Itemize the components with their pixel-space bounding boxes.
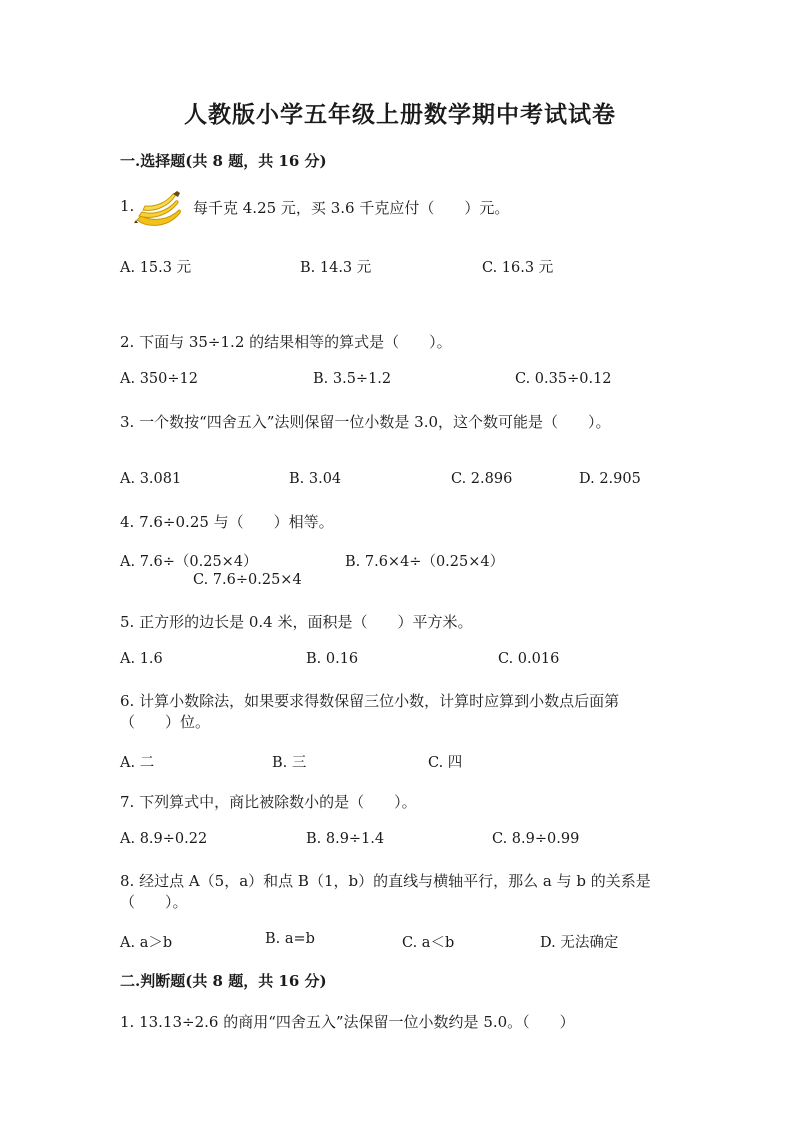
section-heading-judgment: 二.判断题(共 8 题，共 16 分) <box>120 972 327 990</box>
option-a[interactable]: A. 8.9÷0.22 <box>120 831 208 847</box>
question-text: 5. 正方形的边长是 0.4 米，面积是（ ）平方米。 <box>120 613 473 631</box>
option-d[interactable]: D. 2.905 <box>579 471 641 487</box>
section-heading-choice: 一.选择题(共 8 题，共 16 分) <box>120 152 327 170</box>
option-b[interactable]: B. a=b <box>265 931 315 947</box>
option-a[interactable]: A. 二 <box>120 755 155 771</box>
option-c[interactable]: C. 0.35÷0.12 <box>515 371 612 387</box>
option-b[interactable]: B. 3.5÷1.2 <box>313 371 392 387</box>
question-text: 4. 7.6÷0.25 与（ ）相等。 <box>120 513 334 531</box>
option-b[interactable]: B. 三 <box>272 755 307 771</box>
option-b[interactable]: B. 7.6×4÷（0.25×4） <box>345 554 505 570</box>
question-text: 1. 13.13÷2.6 的商用“四舍五入”法保留一位小数约是 5.0。（ ） <box>120 1013 575 1031</box>
option-c[interactable]: C. 7.6÷0.25×4 <box>193 572 302 588</box>
option-a[interactable]: A. 1.6 <box>120 651 163 667</box>
question-text: 每千克 4.25 元，买 3.6 千克应付（ ）元。 <box>193 199 510 217</box>
question-text: 3. 一个数按“四舍五入”法则保留一位小数是 3.0，这个数可能是（ ）。 <box>120 413 611 431</box>
option-b[interactable]: B. 14.3 元 <box>300 260 372 276</box>
option-a[interactable]: A. a＞b <box>120 935 173 951</box>
question-text-continued: （ ）。 <box>120 893 188 911</box>
option-a[interactable]: A. 3.081 <box>120 471 182 487</box>
option-c[interactable]: C. 0.016 <box>498 651 560 667</box>
option-b[interactable]: B. 8.9÷1.4 <box>306 831 385 847</box>
question-text: 6. 计算小数除法，如果要求得数保留三位小数，计算时应算到小数点后面第 <box>120 692 620 710</box>
option-a[interactable]: A. 7.6÷（0.25×4） <box>120 554 258 570</box>
banana-icon <box>133 190 191 232</box>
option-b[interactable]: B. 0.16 <box>306 651 359 667</box>
question-text: 7. 下列算式中，商比被除数小的是（ ）。 <box>120 793 417 811</box>
option-b[interactable]: B. 3.04 <box>289 471 342 487</box>
question-text-continued: （ ）位。 <box>120 713 211 731</box>
option-c[interactable]: C. 2.896 <box>451 471 513 487</box>
option-c[interactable]: C. 16.3 元 <box>482 260 554 276</box>
question-text: 8. 经过点 A（5，a）和点 B（1，b）的直线与横轴平行，那么 a 与 b 的关系是 <box>120 872 651 890</box>
option-c[interactable]: C. a＜b <box>402 935 455 951</box>
page-title: 人教版小学五年级上册数学期中考试试卷 <box>184 101 616 128</box>
option-a[interactable]: A. 350÷12 <box>120 371 198 387</box>
question-number: 1. <box>120 197 135 215</box>
option-d[interactable]: D. 无法确定 <box>540 935 619 951</box>
option-c[interactable]: C. 8.9÷0.99 <box>492 831 580 847</box>
question-text: 2. 下面与 35÷1.2 的结果相等的算式是（ ）。 <box>120 333 452 351</box>
option-c[interactable]: C. 四 <box>428 755 463 771</box>
option-a[interactable]: A. 15.3 元 <box>120 260 192 276</box>
